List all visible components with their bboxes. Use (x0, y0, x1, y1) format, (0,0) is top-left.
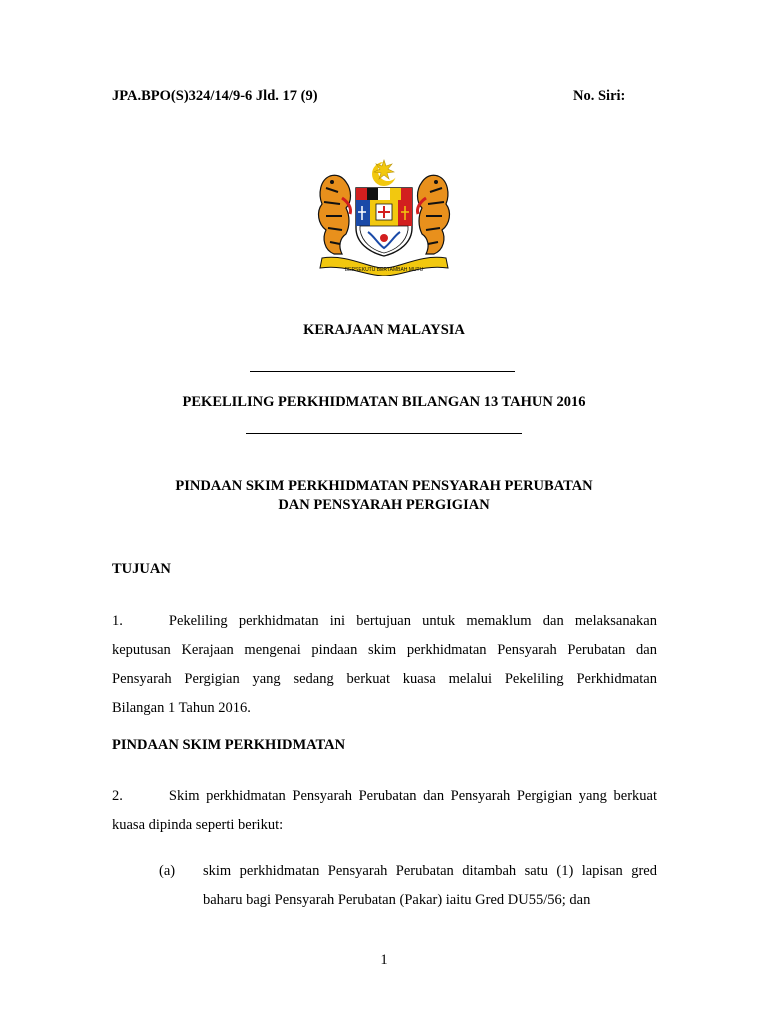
paragraph-1-line: keputusan Kerajaan mengenai pindaan skim perkhidmatan Pensyarah Perubatan dan (112, 642, 657, 658)
motto-text: BERSEKUTU BERTAMBAH MUTU (344, 267, 424, 273)
list-item-line: baharu bagi Pensyarah Perubatan (Pakar) iaitu Gred DU55/56; dan (203, 892, 591, 908)
paragraph-1-line: Bilangan 1 Tahun 2016. (112, 700, 251, 716)
paragraph-2-number: 2. (112, 788, 123, 804)
reference-number: JPA.BPO(S)324/14/9-6 Jld. 17 (9) (112, 88, 318, 104)
list-item-a (159, 857, 657, 917)
paragraph-2 (112, 782, 657, 840)
paragraph-1 (112, 607, 657, 723)
subject-line-1: PINDAAN SKIM PERKHIDMATAN PENSYARAH PERUBATAN (175, 478, 593, 494)
right-tiger-icon (417, 175, 449, 254)
shield-icon (356, 188, 412, 256)
crescent-star-icon (372, 160, 398, 186)
left-tiger-icon (319, 175, 351, 254)
paragraph-2-line: kuasa dipinda seperti berikut: (112, 817, 284, 833)
circular-title: PEKELILING PERKHIDMATAN BILANGAN 13 TAHUN 2016 (182, 394, 586, 410)
amendment-heading: PINDAAN SKIM PERKHIDMATAN (112, 737, 346, 753)
paragraph-1-line: Pensyarah Pergigian yang sedang berkuat kuasa melalui Pekeliling Perkhidmatan (112, 671, 657, 687)
paragraph-2-line: 2. Skim perkhidmatan Pensyarah Perubatan dan Pensyarah Pergigian yang berkuat (112, 788, 657, 804)
motto-scroll (320, 257, 448, 276)
list-item-body (203, 857, 657, 915)
divider-top (250, 371, 515, 372)
paragraph-1-line: 1. Pekeliling perkhidmatan ini bertujuan untuk memaklum dan melaksanakan (112, 613, 657, 629)
serial-number-label: No. Siri: (573, 88, 626, 104)
coat-of-arms-emblem (308, 158, 460, 276)
purpose-heading: TUJUAN (112, 561, 171, 577)
paragraph-1-number: 1. (112, 613, 123, 629)
government-title: KERAJAAN MALAYSIA (303, 322, 465, 338)
divider-bottom (246, 433, 522, 434)
subject-line-2: DAN PENSYARAH PERGIGIAN (278, 497, 490, 513)
page-number: 1 (380, 952, 388, 968)
list-item-line: skim perkhidmatan Pensyarah Perubatan ditambah satu (1) lapisan gred (203, 863, 657, 879)
list-item-label: (a) (159, 863, 176, 879)
reference-line (112, 88, 628, 105)
